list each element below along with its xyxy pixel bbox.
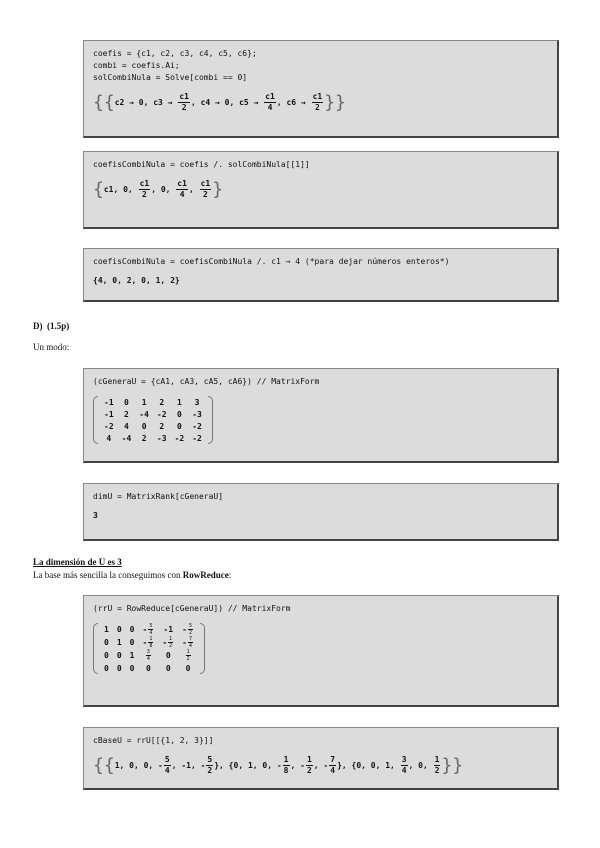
fraction bbox=[186, 649, 191, 662]
matrix-entry bbox=[126, 636, 139, 649]
matrix-entry bbox=[135, 420, 153, 432]
expr-text: -2 bbox=[104, 421, 114, 431]
denominator: 2 bbox=[434, 766, 440, 775]
denominator: 4 bbox=[189, 643, 193, 649]
matrix-entry bbox=[188, 432, 206, 444]
matrix-entry bbox=[178, 649, 198, 662]
expr-text: 0 bbox=[116, 663, 122, 673]
matrix-entry bbox=[113, 649, 126, 662]
input-cell-cgenerau[interactable] bbox=[83, 368, 559, 463]
right-paren bbox=[200, 623, 205, 674]
expr-text: 0 bbox=[129, 625, 135, 634]
matrix-entry bbox=[178, 623, 198, 636]
brace: } bbox=[212, 178, 224, 200]
matrix-entry bbox=[188, 420, 206, 432]
matrix-entry bbox=[178, 662, 198, 674]
expr-text: 3 bbox=[194, 397, 200, 407]
denominator: 8 bbox=[149, 643, 153, 649]
expr-text: , bbox=[188, 185, 199, 194]
input-line: solCombiNula = Solve[combi == 0] bbox=[93, 73, 248, 82]
fraction bbox=[164, 755, 171, 776]
denominator: 2 bbox=[141, 190, 147, 199]
matrix-entry bbox=[118, 420, 136, 432]
matrix-entry bbox=[126, 623, 139, 636]
brace: {{ bbox=[93, 754, 115, 776]
numerator: 1 bbox=[186, 649, 190, 655]
fraction bbox=[168, 636, 173, 649]
matrix-row bbox=[100, 662, 198, 674]
expr-text: 2 bbox=[141, 433, 147, 443]
expr-text: 3 bbox=[93, 511, 98, 520]
matrix-entry bbox=[113, 623, 126, 636]
matrix-row bbox=[100, 623, 198, 636]
expr-text: 0 bbox=[176, 421, 182, 431]
matrix-entry bbox=[138, 623, 158, 636]
denominator: 8 bbox=[283, 766, 289, 775]
expr-text: , 0, bbox=[151, 185, 176, 194]
fraction bbox=[200, 179, 212, 200]
denominator: 4 bbox=[267, 103, 273, 112]
brace: { bbox=[93, 178, 104, 200]
expr-text: -3 bbox=[192, 409, 202, 419]
expr-text: 0 bbox=[145, 663, 151, 673]
numerator: c1 bbox=[200, 179, 211, 188]
sign: - bbox=[162, 638, 168, 647]
expr-text: , c6 → bbox=[276, 98, 311, 107]
expr-text: 1 bbox=[141, 397, 147, 407]
matrix-entry bbox=[158, 662, 178, 674]
expr-text: 1 bbox=[129, 651, 135, 660]
output-expression bbox=[93, 755, 548, 776]
expr-text: 0 bbox=[104, 663, 109, 673]
matrix-entry bbox=[135, 432, 153, 444]
matrix-entry bbox=[100, 396, 118, 408]
section-heading bbox=[33, 321, 69, 331]
fraction bbox=[148, 623, 153, 636]
fraction bbox=[401, 755, 408, 776]
matrix-entry bbox=[118, 396, 136, 408]
matrix-entry bbox=[158, 636, 178, 649]
expr-text: 2 bbox=[124, 409, 129, 419]
denominator: 4 bbox=[330, 766, 336, 775]
dimension-statement: La dimensión de U es 3 bbox=[33, 557, 122, 567]
base-text-post: : bbox=[228, 570, 232, 580]
expr-text: -4 bbox=[139, 409, 149, 419]
matrix-entry bbox=[118, 432, 136, 444]
expr-text: -2 bbox=[192, 433, 202, 443]
matrix-row bbox=[100, 649, 198, 662]
matrix-entry bbox=[135, 408, 153, 420]
input-line: coefisCombiNula = coefis /. solCombiNula[[1]] bbox=[93, 160, 310, 169]
numerator: 3 bbox=[401, 755, 407, 764]
matrix-row bbox=[100, 420, 206, 432]
base-text-pre: La base más sencilla la conseguimos con bbox=[33, 570, 183, 580]
fraction bbox=[206, 755, 213, 776]
un-modo-text: Un modo: bbox=[33, 342, 70, 352]
numerator: c1 bbox=[177, 179, 187, 188]
output-expression bbox=[93, 179, 548, 200]
sign: - bbox=[142, 625, 148, 634]
denominator: 2 bbox=[207, 766, 213, 775]
matrix-entry bbox=[100, 408, 118, 420]
matrix-entry bbox=[138, 649, 158, 662]
expr-text: 0 bbox=[104, 638, 109, 647]
matrix-entry bbox=[171, 408, 189, 420]
expr-text: 2 bbox=[159, 397, 165, 407]
matrix-entry bbox=[153, 432, 171, 444]
expr-text: 0, 0, 1, bbox=[356, 761, 400, 770]
expr-text: 4 bbox=[106, 433, 112, 443]
section-points: (1.5p) bbox=[47, 321, 70, 331]
matrix-entry bbox=[153, 396, 171, 408]
denominator: 2 bbox=[169, 643, 173, 649]
expr-text: , -1, - bbox=[171, 761, 206, 770]
denominator: 2 bbox=[186, 656, 190, 662]
expr-text: 1, 0, 0, - bbox=[114, 761, 163, 770]
brace: }} bbox=[441, 754, 464, 776]
input-line: (cGeneraU = {cA1, cA3, cA5, cA6}) // MatrixForm bbox=[93, 377, 320, 386]
output-expression bbox=[93, 511, 548, 520]
expr-text: -2 bbox=[174, 433, 185, 443]
expr-text: , c4 → 0, c5 → bbox=[190, 98, 264, 107]
input-line: coefis = {c1, c2, c3, c4, c5, c6}; bbox=[93, 49, 257, 58]
matrix-entry bbox=[178, 636, 198, 649]
fraction bbox=[178, 92, 190, 113]
fraction bbox=[188, 623, 193, 636]
expr-text: 0 bbox=[185, 663, 191, 673]
expr-text: {4, 0, 2, 0, 1, 2} bbox=[93, 276, 180, 285]
input-cell-dimu[interactable] bbox=[83, 483, 559, 541]
matrix-entry bbox=[113, 636, 126, 649]
expr-text: -1 bbox=[163, 625, 174, 634]
expr-text: -1 bbox=[104, 409, 114, 419]
expr-text: 0 bbox=[176, 409, 182, 419]
numerator: c1 bbox=[139, 179, 150, 188]
fraction bbox=[264, 92, 276, 113]
fraction bbox=[139, 179, 151, 200]
matrix-entry bbox=[100, 636, 113, 649]
denominator: 2 bbox=[189, 630, 193, 636]
matrix-entry bbox=[100, 662, 113, 674]
matrix-entry bbox=[100, 623, 113, 636]
sign: - bbox=[182, 638, 187, 647]
output-matrix bbox=[93, 396, 548, 444]
fraction bbox=[434, 755, 441, 776]
denominator: 2 bbox=[306, 766, 312, 775]
expr-text: 0 bbox=[116, 625, 122, 634]
fraction bbox=[188, 636, 193, 649]
expr-text: 0 bbox=[165, 651, 171, 660]
fraction bbox=[148, 636, 153, 649]
denominator: 2 bbox=[181, 103, 187, 112]
numerator: 1 bbox=[306, 755, 312, 764]
numerator: 5 bbox=[149, 623, 153, 629]
expr-text: 2 bbox=[159, 421, 165, 431]
expr-text: 0 bbox=[141, 421, 147, 431]
fraction bbox=[329, 755, 336, 776]
expr-text: 0 bbox=[104, 651, 109, 660]
expr-text: 1 bbox=[104, 625, 109, 634]
matrix-entry bbox=[126, 662, 139, 674]
matrix-entry bbox=[153, 408, 171, 420]
expr-text: -4 bbox=[121, 433, 132, 443]
expr-text: }, { bbox=[337, 761, 357, 770]
denominator: 2 bbox=[314, 103, 320, 112]
output-expression bbox=[93, 276, 548, 285]
expr-text: 0 bbox=[116, 651, 122, 660]
numerator: 3 bbox=[146, 649, 150, 655]
base-text-command: RowReduce bbox=[182, 570, 229, 580]
fraction bbox=[176, 179, 188, 200]
base-text bbox=[33, 570, 231, 580]
numerator: 7 bbox=[189, 636, 193, 642]
input-cell-integer-coefs[interactable] bbox=[83, 248, 559, 302]
fraction bbox=[312, 92, 324, 113]
expr-text: 4 bbox=[124, 421, 129, 431]
input-line: dimU = MatrixRank[cGeneraU] bbox=[93, 492, 224, 501]
left-paren bbox=[93, 396, 98, 444]
brace: }} bbox=[324, 91, 346, 113]
matrix-table bbox=[100, 396, 206, 444]
expr-text: , 0, bbox=[408, 761, 433, 770]
matrix-table bbox=[100, 623, 198, 674]
expr-text: -2 bbox=[192, 421, 202, 431]
output-matrix bbox=[93, 623, 548, 674]
input-cell-cbaseu[interactable] bbox=[83, 727, 559, 790]
input-line: (rrU = RowReduce[cGeneraU]) // MatrixForm bbox=[93, 604, 291, 613]
matrix-entry bbox=[171, 396, 189, 408]
matrix-entry bbox=[188, 408, 206, 420]
fraction bbox=[146, 649, 151, 662]
left-paren bbox=[93, 623, 98, 674]
matrix-entry bbox=[100, 649, 113, 662]
expr-text: -2 bbox=[156, 409, 167, 419]
input-cell-coefis[interactable] bbox=[83, 40, 559, 138]
expr-text: , - bbox=[290, 761, 305, 770]
brace: {{ bbox=[93, 91, 115, 113]
matrix-row bbox=[100, 408, 206, 420]
matrix-entry bbox=[158, 623, 178, 636]
expr-text: }, { bbox=[214, 761, 234, 770]
expr-text: 0 bbox=[165, 663, 171, 673]
input-line: combi = coefis.Ai; bbox=[93, 61, 180, 70]
matrix-entry bbox=[171, 420, 189, 432]
matrix-row bbox=[100, 396, 206, 408]
denominator: 4 bbox=[401, 766, 407, 775]
matrix-entry bbox=[126, 649, 139, 662]
numerator: 1 bbox=[149, 636, 153, 642]
matrix-entry bbox=[153, 420, 171, 432]
numerator: c1 bbox=[265, 92, 275, 101]
output-expression bbox=[93, 92, 548, 113]
input-line: cBaseU = rrU[[{1, 2, 3}]] bbox=[93, 736, 214, 745]
expr-text: c1, 0, bbox=[103, 185, 138, 194]
numerator: 1 bbox=[169, 636, 173, 642]
section-label: D) bbox=[33, 321, 43, 331]
denominator: 4 bbox=[179, 190, 185, 199]
matrix-entry bbox=[188, 396, 206, 408]
input-line: coefisCombiNula = coefisCombiNula /. c1 → 4 (*para dejar números enteros*) bbox=[93, 257, 450, 266]
numerator: 5 bbox=[207, 755, 213, 764]
denominator: 4 bbox=[164, 766, 170, 775]
expr-text: 1 bbox=[116, 638, 122, 647]
matrix-row bbox=[100, 432, 206, 444]
input-cell-rru[interactable] bbox=[83, 595, 559, 707]
matrix-entry bbox=[138, 636, 158, 649]
expr-text: 1 bbox=[176, 397, 182, 407]
right-paren bbox=[208, 396, 213, 444]
denominator: 2 bbox=[202, 190, 208, 199]
expr-text: , - bbox=[313, 761, 329, 770]
numerator: 5 bbox=[164, 755, 170, 764]
expr-text: -3 bbox=[156, 433, 167, 443]
matrix-entry bbox=[138, 662, 158, 674]
numerator: 1 bbox=[434, 755, 440, 764]
matrix-entry bbox=[100, 420, 118, 432]
matrix-entry bbox=[158, 649, 178, 662]
denominator: 4 bbox=[146, 656, 150, 662]
expr-text: c2 → 0, c3 → bbox=[114, 98, 178, 107]
numerator: c1 bbox=[179, 92, 189, 101]
numerator: c1 bbox=[312, 92, 323, 101]
expr-text: 0 bbox=[129, 638, 135, 647]
numerator: 5 bbox=[189, 623, 193, 629]
expr-text: 0 bbox=[124, 397, 129, 407]
fraction bbox=[283, 755, 290, 776]
matrix-entry bbox=[113, 662, 126, 674]
matrix-entry bbox=[118, 408, 136, 420]
expr-text: 0, 1, 0, - bbox=[233, 761, 282, 770]
denominator: 4 bbox=[149, 630, 153, 636]
fraction bbox=[306, 755, 313, 776]
matrix-entry bbox=[171, 432, 189, 444]
input-cell-coefis-combi-nula[interactable] bbox=[83, 151, 559, 229]
numerator: 1 bbox=[283, 755, 289, 764]
expr-text: -1 bbox=[104, 397, 114, 407]
matrix-entry bbox=[135, 396, 153, 408]
sign: - bbox=[142, 638, 148, 647]
sign: - bbox=[182, 625, 187, 634]
expr-text: 0 bbox=[129, 663, 135, 673]
matrix-entry bbox=[100, 432, 118, 444]
numerator: 7 bbox=[330, 755, 336, 764]
matrix-row bbox=[100, 636, 198, 649]
